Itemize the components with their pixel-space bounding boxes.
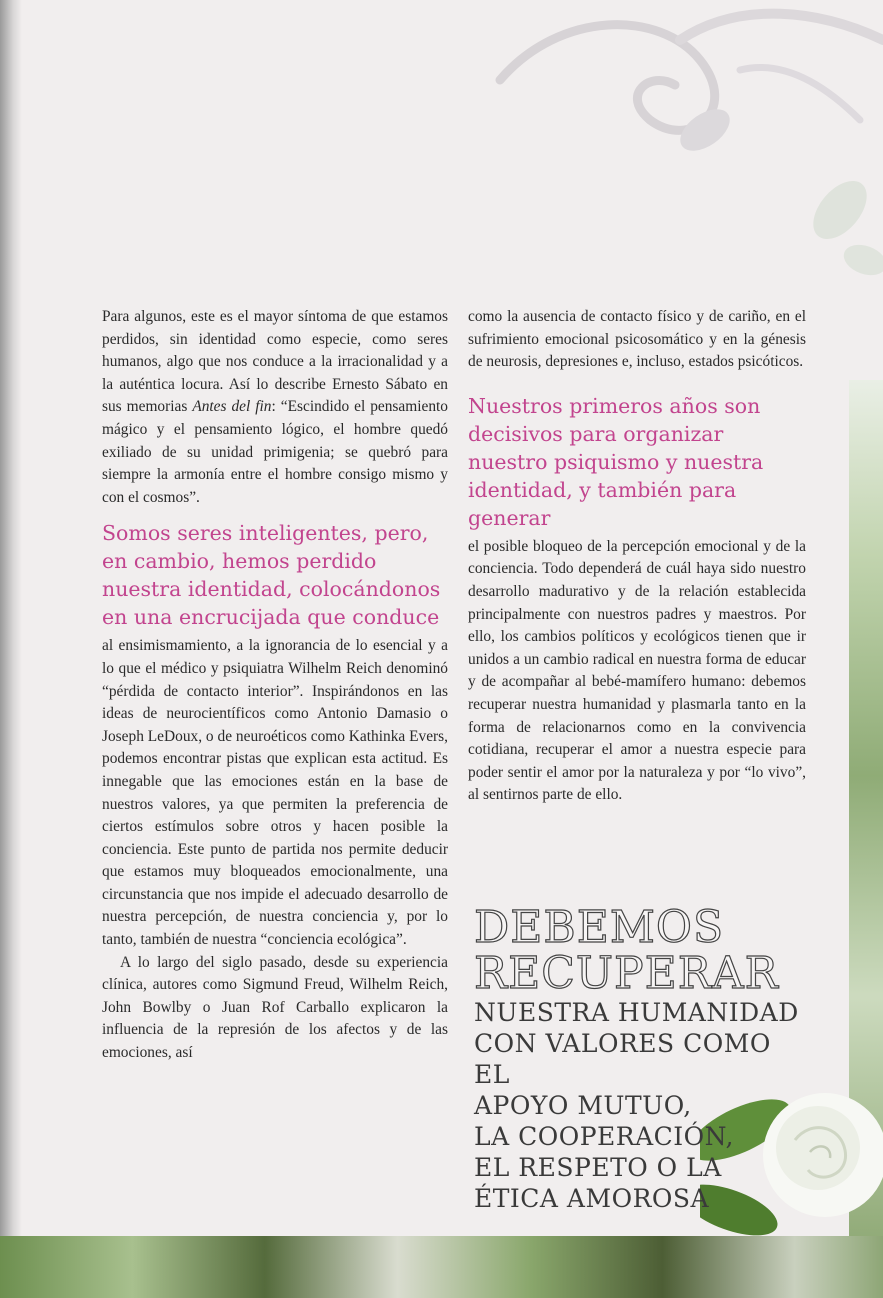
- body-paragraph-1: Para algunos, este es el mayor síntoma de que estamos perdidos, sin identidad como especie, como seres humanos, algo que nos conduce a la irracionalidad y a la auténtica locura. Así lo describe Ernesto Sábato en sus memorias Antes del fin: “Escindido el pensamiento mágico y el pensamiento lógico, el hombre quedó exiliado de su unidad primigenia; se quebró para siempre la armonía entre el hombre consigo mismo y con el cosmos”.: [102, 308, 448, 506]
- subheading-left: Somos seres inteligentes, pero, en cambio, hemos perdido nuestra identidad, colocándonos en una encrucijada que conduce: [102, 521, 441, 630]
- body-paragraph-2: al ensimismamiento, a la ignorancia de lo esencial y a lo que el médico y psiquiatra Wilhelm Reich denominó “pérdida de contacto interior”. Inspirándonos en las ideas de neurocientíficos como Antonio Damasio o Joseph LeDoux, o de neuroéticos como Kathinka Evers, podemos encontrar pistas que explican esta actitud. Es innegable que las emociones están en la base de nuestros valores, ya que permiten la preferencia de ciertos estímulos sobre otros y hacen posible la conciencia. Este punto de partida nos permite deducir que estamos muy bloqueados emocionalmente, una circunstancia que nos impide el adecuado desarrollo de nuestra percepción, de nuestra conciencia y, por lo tanto, también de nuestra “conciencia ecológica”.: [102, 637, 448, 949]
- pull-quote-line-7: EL RESPETO O LA: [474, 1153, 722, 1182]
- page-binding-shadow: [0, 0, 22, 1298]
- pull-quote-line-5: APOYO MUTUO,: [474, 1091, 692, 1120]
- book-title: Antes del fin: [192, 398, 272, 416]
- pull-quote-line-1: DEBEMOS: [474, 902, 725, 953]
- body-paragraph-3: A lo largo del siglo pasado, desde su experiencia clínica, autores como Sigmund Freud, Wilhelm Reich, John Bowlby o Juan Rof Carballo explicaron la influencia de la represión de los afectos y de las emociones, así: [102, 953, 448, 1062]
- right-text-column: [468, 306, 806, 807]
- subheading-right: Nuestros primeros años son decisivos para organizar nuestro psiquismo y nuestra identidad, y también para generar: [468, 393, 764, 530]
- pull-quote-line-2: RECUPERAR: [474, 948, 779, 999]
- body-paragraph-5: el posible bloqueo de la percepción emocional y de la conciencia. Todo dependerá de cuál haya sido nuestro desarrollo madurativo y de la relación establecida principalmente con nuestros padres y maestros. Por ello, los cambios políticos y ecológicos tienen que ir unidos a un cambio radical en nuestra forma de educar y de acompañar al bebé-mamífero humano: debemos recuperar nuestra humanidad y plasmarla tanto en la forma de relacionarnos como en la convivencia cotidiana, recuperar el amor a nuestra especie para poder sentir el amor por la naturaleza y por “lo vivo”, al sentirnos parte de ello.: [468, 537, 806, 804]
- pull-quote-line-3: NUESTRA HUMANIDAD: [474, 998, 799, 1027]
- decorative-swirl-illustration: [440, 0, 883, 300]
- body-paragraph-4: como la ausencia de contacto físico y de cariño, en el sufrimiento emocional psicosomático y en la génesis de neurosis, depresiones e, incluso, estados psicóticos.: [468, 308, 806, 371]
- pull-quote: [474, 902, 814, 1214]
- pull-quote-line-6: LA COOPERACIÓN,: [474, 1122, 734, 1151]
- pull-quote-line-8: ÉTICA AMOROSA: [474, 1184, 710, 1213]
- left-text-column: [102, 306, 448, 1065]
- pull-quote-line-4: CON VALORES COMO EL: [474, 1029, 771, 1089]
